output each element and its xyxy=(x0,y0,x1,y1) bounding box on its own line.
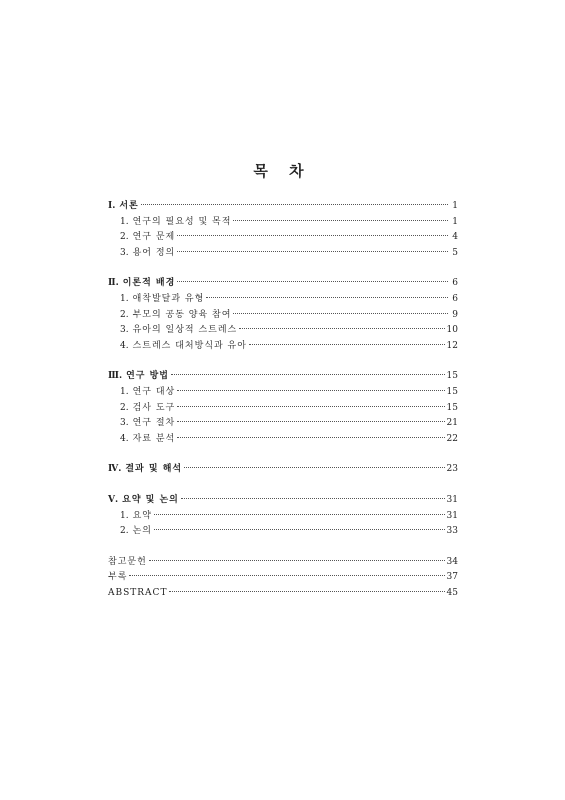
toc-heading-number: Ⅲ. xyxy=(108,371,123,382)
toc-page-number: 6 xyxy=(452,293,458,304)
toc-backmatter-item[interactable] xyxy=(108,586,458,602)
toc-heading-title: 서론 xyxy=(119,201,139,211)
toc-item-number: 1. xyxy=(120,216,129,227)
toc-item[interactable] xyxy=(108,308,458,324)
toc-backmatter-title: 부록 xyxy=(108,572,128,583)
toc-item[interactable] xyxy=(108,385,458,401)
toc-item-title: 요약 xyxy=(132,510,152,521)
toc-item[interactable] xyxy=(108,432,458,448)
toc-item-number: 2. xyxy=(120,526,129,537)
toc-heading-title: 결과 및 해석 xyxy=(125,464,183,475)
toc-item-number: 2. xyxy=(120,309,129,320)
toc-item-title: 연구 대상 xyxy=(132,386,176,397)
toc-item-title: 용어 정의 xyxy=(132,247,176,258)
dot-leader xyxy=(177,406,444,407)
dot-leader xyxy=(154,529,445,530)
toc-heading[interactable] xyxy=(108,276,458,292)
toc-page-number: 34 xyxy=(446,556,458,567)
dot-leader xyxy=(184,467,444,468)
toc-item-number: 4. xyxy=(120,433,129,444)
toc-page-number: 31 xyxy=(446,510,458,521)
toc-page-number: 22 xyxy=(446,433,458,444)
toc-heading-number: Ⅴ. xyxy=(108,494,119,505)
toc-item-title: 논의 xyxy=(132,526,152,537)
toc-page-number: 6 xyxy=(452,278,458,289)
toc-page-number: 15 xyxy=(446,371,458,382)
toc-backmatter-item[interactable] xyxy=(108,570,458,586)
dot-leader xyxy=(171,374,445,375)
toc-section-1 xyxy=(108,199,458,261)
dot-leader xyxy=(233,220,448,221)
dot-leader xyxy=(233,313,448,314)
dot-leader xyxy=(149,560,445,561)
toc-item-title: 부모의 공동 양육 참여 xyxy=(132,309,232,320)
toc-page-number: 33 xyxy=(446,526,458,537)
toc-section-2 xyxy=(108,276,458,354)
dot-leader xyxy=(129,575,444,576)
toc-page-number: 15 xyxy=(446,402,458,413)
dot-leader xyxy=(141,204,448,205)
dot-leader xyxy=(239,328,444,329)
toc-item-number: 3. xyxy=(120,418,129,429)
toc-item-title: 스트레스 대처방식과 유아 xyxy=(132,340,247,351)
toc-item[interactable] xyxy=(108,416,458,432)
toc-item-number: 1. xyxy=(120,293,129,304)
toc-item[interactable] xyxy=(108,246,458,262)
toc-section-5 xyxy=(108,493,458,540)
toc-heading-number: Ⅱ. xyxy=(108,278,119,289)
toc-item-number: 3. xyxy=(120,325,129,336)
toc-page-number: 31 xyxy=(446,494,458,505)
toc-item-title: 연구 문제 xyxy=(132,232,176,243)
toc-page-number: 9 xyxy=(452,309,458,320)
toc-section-4 xyxy=(108,462,458,478)
toc-item[interactable] xyxy=(108,401,458,417)
toc-backmatter-title: ABSTRACT xyxy=(108,587,168,598)
dot-leader xyxy=(177,251,448,252)
toc-item[interactable] xyxy=(108,323,458,339)
toc-page-number: 12 xyxy=(446,340,458,351)
toc-backmatter xyxy=(108,555,458,602)
toc-item-number: 4. xyxy=(120,340,129,351)
dot-leader xyxy=(249,344,445,345)
toc-item-title: 검사 도구 xyxy=(132,402,176,413)
dot-leader xyxy=(154,514,445,515)
toc-item-number: 2. xyxy=(120,232,129,243)
toc-item-title: 유아의 일상적 스트레스 xyxy=(132,325,238,336)
toc-page-number: 45 xyxy=(446,587,458,598)
toc-page-number: 15 xyxy=(446,386,458,397)
toc-page-number: 1 xyxy=(452,201,458,211)
toc-item-number: 1. xyxy=(120,386,129,397)
toc-heading[interactable] xyxy=(108,199,458,215)
toc-page-number: 5 xyxy=(452,247,458,258)
dot-leader xyxy=(177,390,444,391)
table-of-contents xyxy=(108,199,458,616)
toc-heading-title: 요약 및 논의 xyxy=(122,494,179,505)
toc-item[interactable] xyxy=(108,215,458,231)
dot-leader xyxy=(177,281,448,282)
toc-item-number: 2. xyxy=(120,402,129,413)
page-title: 목 차 xyxy=(253,162,312,180)
dot-leader xyxy=(206,297,448,298)
toc-item-title: 애착발달과 유형 xyxy=(132,293,205,304)
toc-item[interactable] xyxy=(108,339,458,355)
toc-item-number: 1. xyxy=(120,510,129,521)
toc-page-number: 37 xyxy=(446,572,458,583)
toc-heading[interactable] xyxy=(108,462,458,478)
toc-page-number: 1 xyxy=(452,216,458,227)
toc-item-title: 연구의 필요성 및 목적 xyxy=(132,216,232,227)
toc-backmatter-title: 참고문헌 xyxy=(108,556,147,567)
toc-section-3 xyxy=(108,369,458,447)
toc-item[interactable] xyxy=(108,292,458,308)
dot-leader xyxy=(181,498,445,499)
toc-item-title: 자료 분석 xyxy=(132,433,176,444)
toc-item[interactable] xyxy=(108,230,458,246)
dot-leader xyxy=(177,421,444,422)
toc-backmatter-item[interactable] xyxy=(108,555,458,571)
toc-item-title: 연구 절차 xyxy=(132,418,176,429)
toc-heading-title: 연구 방법 xyxy=(126,371,170,382)
toc-page-number: 10 xyxy=(446,325,458,336)
toc-heading-number: Ⅳ. xyxy=(108,464,122,475)
toc-heading-title: 이론적 배경 xyxy=(122,278,176,289)
toc-item-number: 3. xyxy=(120,247,129,258)
toc-page-number: 21 xyxy=(446,418,458,429)
dot-leader xyxy=(177,235,448,236)
toc-page-number: 23 xyxy=(446,464,458,475)
toc-heading-number: Ⅰ. xyxy=(108,201,116,211)
toc-item[interactable] xyxy=(108,509,458,525)
dot-leader xyxy=(169,591,444,592)
toc-page-number: 4 xyxy=(452,232,458,243)
toc-item[interactable] xyxy=(108,524,458,540)
toc-heading[interactable] xyxy=(108,493,458,509)
dot-leader xyxy=(177,437,444,438)
toc-heading[interactable] xyxy=(108,369,458,385)
